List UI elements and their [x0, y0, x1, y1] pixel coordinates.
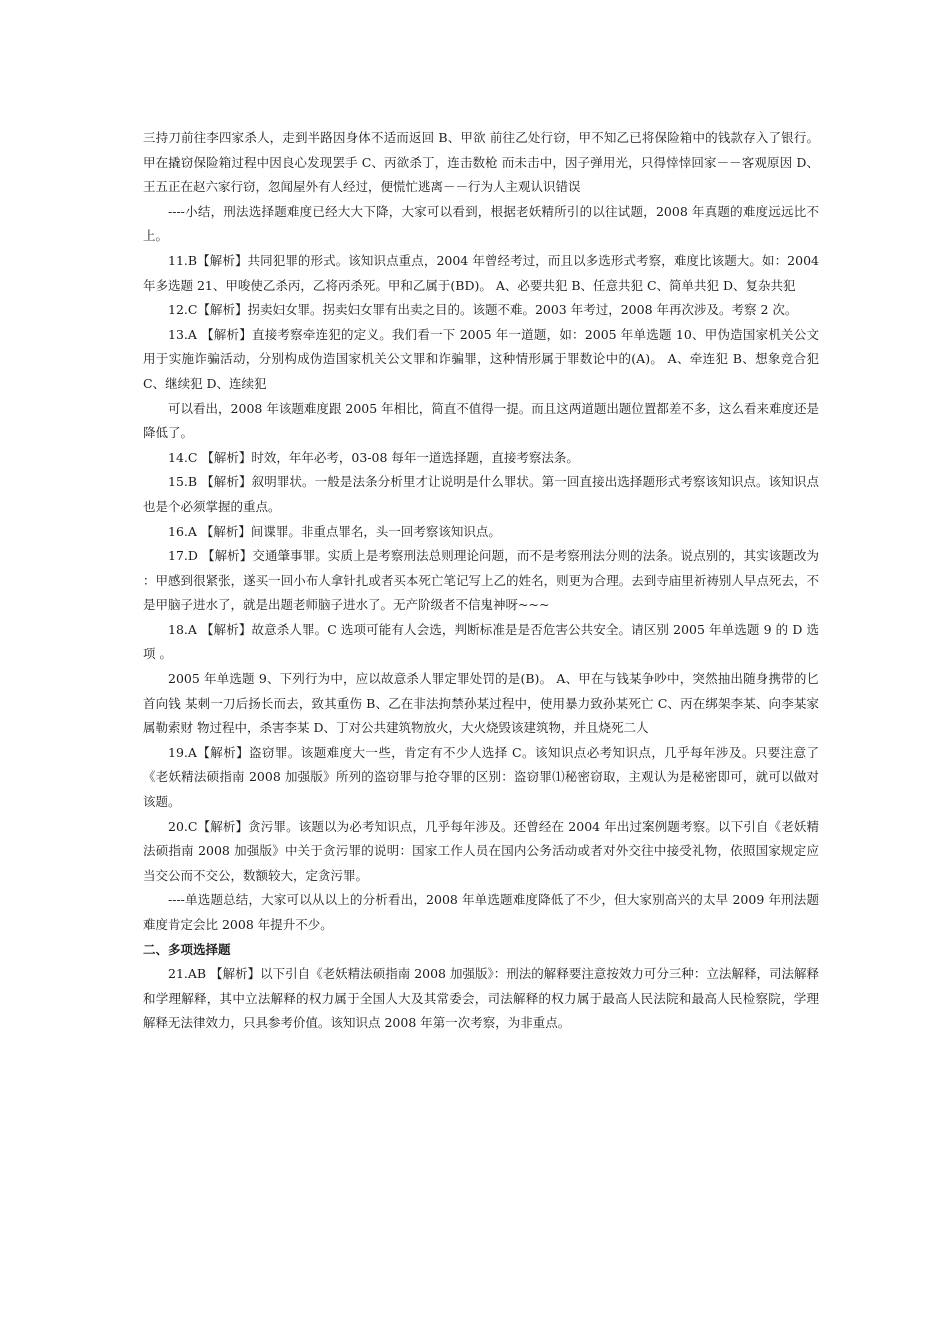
paragraph-q15: 15.B 【解析】叙明罪状。一般是法条分析里才让说明是什么罪状。第一回直接出选择题形式考察该知识点。该知识点也是个必须掌握的重点。	[143, 474, 819, 514]
paragraph-q21: 21.AB 【解析】以下引自《老妖精法硕指南 2008 加强版》：刑法的解释要注意按效力可分三种：立法解释，司法解释和学理解释，其中立法解释的权力属于全国人大及其常委会，司法解释的权力属于最高人民法院和最高人民检察院，学理 解释无法律效力，只具参考价值。该知识点 2008 年第一次考察，为非重点。	[143, 966, 819, 1031]
paragraph-q19: 19.A【解析】盗窃罪。该题难度大一些，肯定有不少人选择 C。该知识点必考知识点，几乎每年涉及。只要注意了《老妖精法硕指南 2008 加强版》所列的盗窃罪与抢夺罪的区别：盗窃罪⑴秘密窃取，主观认为是秘密即可，就可以做对该题。	[143, 744, 819, 810]
paragraph-continuation: 三持刀前往李四家杀人，走到半路因身体不适而返回 B、甲欲 前往乙处行窃，甲不知乙已将保险箱中的钱款存入了银行。甲在撬窃保险箱过程中因良心发现罢手 C、丙欲杀丁，连击数枪 而未击中，因子弹用光，只得悻悻回家－－客观原因 D、王五正在赵六家行窃，忽闻屋外有人经过，便慌忙逃离－－行为人主观认识错误	[143, 130, 819, 195]
paragraph-q13-comment: 可以看出，2008 年该题难度跟 2005 年相比，简直不值得一提。而且这两道题出题位置都差不多，这么看来难度还是降低了。	[143, 400, 819, 441]
paragraph-summary-1: ----小结，刑法选择题难度已经大大下降，大家可以看到，根据老妖精所引的以往试题，2008 年真题的难度远远比不上。	[143, 203, 819, 244]
paragraph-summary-2: ----单选题总结，大家可以从以上的分析看出，2008 年单选题难度降低了不少，但大家别高兴的太早 2009 年刑法题难度肯定会比 2008 年提升不少。	[143, 892, 819, 932]
paragraph-q20: 20.C【解析】贪污罪。该题以为必考知识点，几乎每年涉及。还曾经在 2004 年出过案例题考察。以下引自《老妖精法硕指南 2008 加强版》中关于贪污罪的说明：国家工作人员在国内公务活动或者对外交往中接受礼物，依照国家规定应当交公而不交公，数额较大，定贪污罪。	[143, 818, 819, 883]
paragraph-q17: 17.D 【解析】交通肇事罪。实质上是考察刑法总则理论问题，而不是考察刑法分则的法条。说点别的，其实该题改为 ：甲感到很紧张，遂买一回小布人拿针扎或者买本死亡笔记写上乙的姓名，则更为合理。去到寺庙里祈祷别人早点死去，不是甲脑子进水了，就是出题老师脑子进水了。无产阶级者不信鬼神呀~~~	[143, 548, 819, 613]
section-heading-multiple-choice: 二、多项选择题	[143, 941, 231, 957]
paragraph-q16: 16.A 【解析】间谍罪。非重点罪名，头一回考察该知识点。	[168, 523, 501, 539]
paragraph-q11: 11.B【解析】共同犯罪的形式。该知识点重点，2004 年曾经考过，而且以多选形式考察，难度比该题大。如：2004年多选题 21、甲唆使乙杀丙，乙将丙杀死。甲和乙属于(BD)。 A、必要共犯 B、任意共犯 C、简单共犯 D、复杂共犯	[143, 252, 819, 293]
document-page	[143, 126, 819, 1036]
paragraph-q12: 12.C【解析】拐卖妇女罪。拐卖妇女罪有出卖之目的。该题不难。2003 年考过，2008 年再次涉及。考察 2 次。	[168, 302, 798, 318]
paragraph-q14: 14.C 【解析】时效，年年必考，03-08 每年一道选择题，直接考察法条。	[168, 449, 579, 465]
paragraph-q13: 13.A 【解析】直接考察牵连犯的定义。我们看一下 2005 年一道题，如：2005 年单选题 10、甲伪造国家机关公文用于实施诈骗活动，分别构成伪造国家机关公文罪和诈骗罪，这种情形属于罪数论中的(A)。 A、牵连犯 B、想象竞合犯 C、继续犯 D、连续犯	[143, 326, 819, 391]
paragraph-q18-example: 2005 年单选题 9、下列行为中，应以故意杀人罪定罪处罚的是(B)。 A、甲在与钱某争吵中，突然抽出随身携带的匕首向钱 某刺一刀后扬长而去，致其重伤 B、乙在非法拘禁孙某过程中，使用暴力致孙某死亡 C、丙在绑架李某、向李某家属勒索财 物过程中，杀害李某 D、丁对公共建筑物放火，大火烧毁该建筑物，并且烧死二人	[143, 671, 819, 736]
paragraph-q18: 18.A 【解析】故意杀人罪。C 选项可能有人会选，判断标准是是否危害公共安全。请区别 2005 年单选题 9 的 D 选项 。	[143, 621, 819, 662]
